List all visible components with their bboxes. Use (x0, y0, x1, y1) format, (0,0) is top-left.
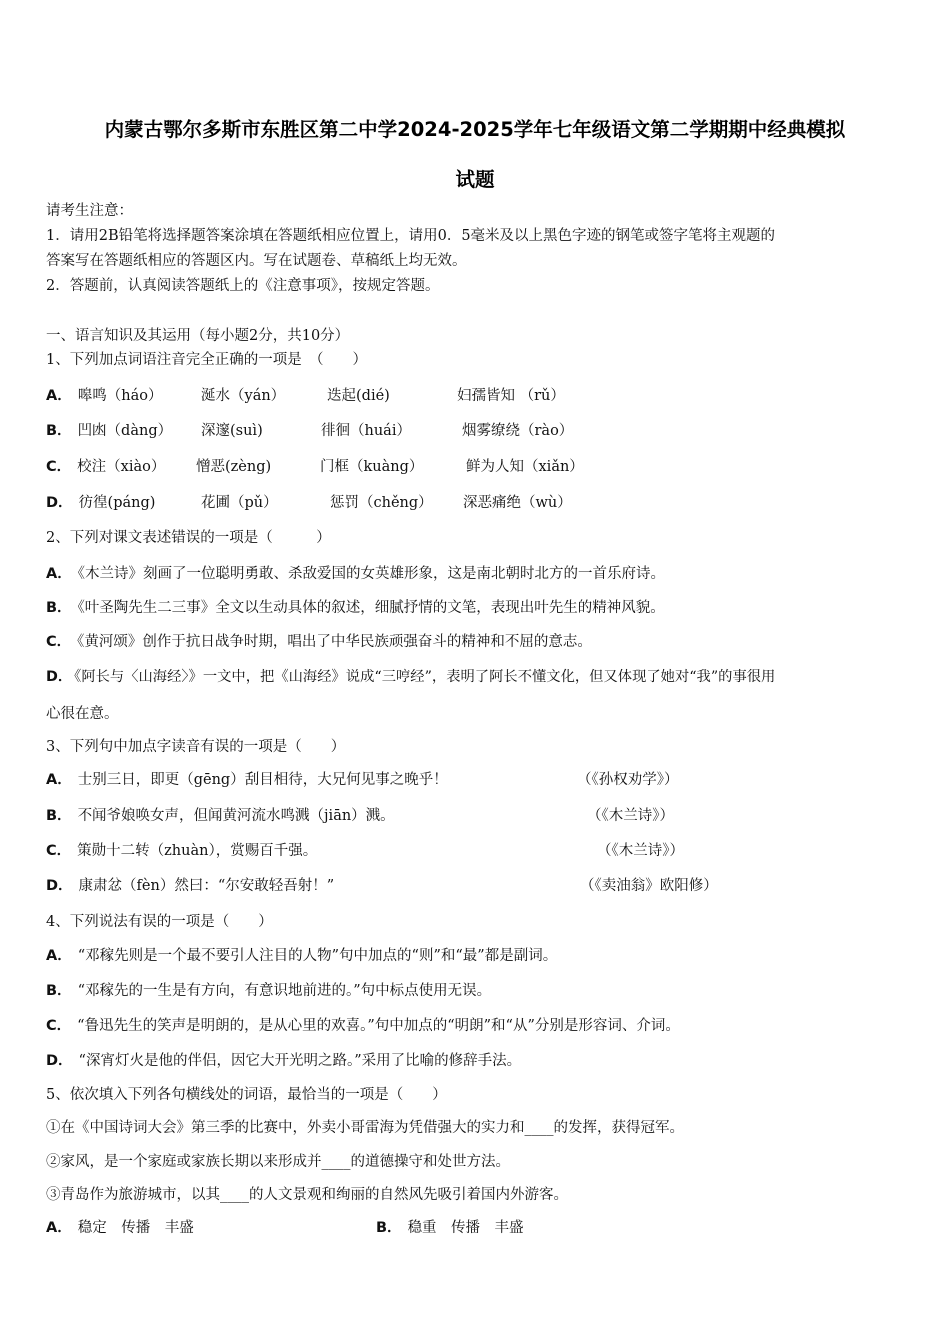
q3-option-c-source: （《木兰诗》） (597, 843, 684, 859)
q2-option-c (46, 632, 592, 652)
q4-option-d (46, 1051, 521, 1071)
q3-option-b (46, 806, 395, 826)
q2-option-b (46, 598, 665, 618)
q3-option-d (46, 876, 334, 896)
q1-d-item3: 惩罚（chěng） (330, 495, 433, 511)
q1-d-item2: 花圃（pǔ） (201, 495, 278, 511)
q3-option-d-text: 康肃忿（fèn）然曰：“尔安敢轻吾射！” (78, 878, 335, 894)
q2-option-b-text: 《叶圣陶先生二三事》全文以生动具体的叙述，细腻抒情的文笔，表现出叶先生的精神风貌。 (77, 600, 665, 616)
q4-option-b-text: “邓稼先的一生是有方向，有意识地前进的。”句中标点使用无误。 (77, 983, 492, 999)
q2-option-a-text: 《木兰诗》刻画了一位聪明勇敢、杀敌爱国的女英雄形象，这是南北朝时北方的一首乐府诗。 (77, 566, 665, 582)
q3-option-b-source: （《木兰诗》） (587, 808, 674, 824)
q1-c-item4: 鲜为人知（xiǎn） (466, 459, 584, 475)
q2-option-b-label: B． (46, 600, 72, 616)
q2-option-c-label: C． (46, 634, 72, 650)
q4-option-d-label: D． (46, 1053, 73, 1069)
q2-option-d-text-line1: 《阿长与〈山海经〉》一文中，把《山海经》说成“三哼经”，表明了阿长不懂文化，但又体现了她对“我”的事很用 (74, 669, 776, 685)
q4-option-a-label: A． (46, 948, 72, 964)
q1-a-item2: 涎水（yán） (201, 388, 286, 404)
q2-option-d-text-line2: 心很在意。 (46, 706, 119, 722)
q3-option-b-label: B． (46, 808, 72, 824)
q3-option-a-source: （《孙权劝学》） (577, 772, 679, 788)
q5-sentence-1: ①在《中国诗词大会》第三季的比赛中，外卖小哥雷海为凭借强大的实力和____的发挥，获得冠军。 (46, 1120, 684, 1136)
q1-b-item4: 烟雾缭绕（rào） (462, 423, 574, 439)
notice-item2: 2．答题前，认真阅读答题纸上的《注意事项》，按规定答题。 (46, 278, 440, 294)
q4-option-a-text: “邓稼先则是一个最不要引人注目的人物”句中加点的“则”和“最”都是副词。 (77, 948, 558, 964)
q4-stem: 4、下列说法有误的一项是（ ） (46, 914, 273, 930)
section1-heading: 一、语言知识及其运用（每小题2分，共10分） (46, 328, 350, 344)
q5-stem: 5、依次填入下列各句横线处的词语，最恰当的一项是（ ） (46, 1087, 447, 1103)
q1-d-item4: 深恶痛绝（wù） (463, 495, 572, 511)
q5-option-b (376, 1218, 524, 1238)
q1-option-c-label: C． (46, 459, 72, 475)
q3-option-a-label: A． (46, 772, 72, 788)
q1-b-item2: 深邃(suì) (201, 423, 263, 439)
q1-b-item1: 凹凼（dàng） (77, 423, 173, 439)
q1-stem: 1、下列加点词语注音完全正确的一项是 （ ） (46, 352, 367, 368)
q5-sentence-2: ②家风，是一个家庭或家族长期以来形成并____的道德操守和处世方法。 (46, 1154, 510, 1170)
q3-option-d-source: （《卖油翁》欧阳修） (580, 878, 718, 894)
q1-option-a-label: A． (46, 388, 72, 404)
q4-option-a (46, 946, 557, 966)
q1-b-item3: 徘徊（huái） (321, 423, 411, 439)
q5-option-b-text: 稳重 传播 丰盛 (407, 1220, 524, 1236)
q1-option-c (46, 457, 165, 477)
q4-option-c-label: C． (46, 1018, 72, 1034)
q1-a-item4: 妇孺皆知 （rǔ） (457, 388, 565, 404)
q3-option-c-text: 策勋十二转（zhuàn），赏赐百千强。 (77, 843, 318, 859)
notice-item1-line1: 1．请用2B铅笔将选择题答案涂填在答题纸相应位置上，请用0．5毫米及以上黑色字迹的钢笔或签字笔将主观题的 (46, 228, 776, 244)
q3-option-b-text: 不闻爷娘唤女声，但闻黄河流水鸣溅（jiān）溅。 (77, 808, 395, 824)
q4-option-d-text: “深宵灯火是他的伴侣，因它大开光明之路。”采用了比喻的修辞手法。 (78, 1053, 522, 1069)
q4-option-b (46, 981, 491, 1001)
q1-a-item1: 嗥鸣（háo） (77, 388, 163, 404)
q4-option-b-label: B． (46, 983, 72, 999)
q1-option-d-label: D． (46, 495, 73, 511)
q4-option-c (46, 1016, 680, 1036)
q1-option-b (46, 421, 172, 441)
notice-heading: 请考生注意： (46, 203, 133, 219)
q2-option-a (46, 564, 665, 584)
q3-option-c (46, 841, 317, 861)
q1-a-item3: 迭起(dié) (327, 388, 390, 404)
q3-option-d-label: D． (46, 878, 73, 894)
q4-option-c-text: “鲁迅先生的笑声是明朗的，是从心里的欢喜。”句中加点的“明朗”和“从”分别是形容词、介词。 (77, 1018, 680, 1034)
q5-option-a-text: 稳定 传播 丰盛 (77, 1220, 194, 1236)
q3-option-c-label: C． (46, 843, 72, 859)
q1-c-item2: 憎恶(zèng) (196, 459, 272, 475)
q1-option-d (46, 493, 155, 513)
page-title-line1: 内蒙古鄂尔多斯市东胜区第二中学2024-2025学年七年级语文第二学期期中经典模拟 (104, 118, 846, 141)
page-title-line2: 试题 (455, 168, 495, 191)
q1-d-item1: 彷徨(páng) (78, 495, 156, 511)
q1-option-a (46, 386, 162, 406)
q3-option-a-text: 士别三日，即更（gēng）刮目相待，大兄何见事之晚乎！ (77, 772, 448, 788)
q1-option-b-label: B． (46, 423, 72, 439)
q5-option-a (46, 1218, 194, 1238)
q5-option-b-label: B． (376, 1220, 402, 1236)
q2-option-d (46, 667, 775, 687)
q2-stem: 2、下列对课文表述错误的一项是（ ） (46, 530, 331, 546)
q1-c-item1: 校注（xiào） (77, 459, 166, 475)
q3-option-a (46, 770, 448, 790)
q3-stem: 3、下列句中加点字读音有误的一项是（ ） (46, 739, 346, 755)
notice-item1-line2: 答案写在答题纸相应的答题区内。写在试题卷、草稿纸上均无效。 (46, 253, 467, 269)
q2-option-c-text: 《黄河颂》创作于抗日战争时期，唱出了中华民族顽强奋斗的精神和不屈的意志。 (77, 634, 592, 650)
q2-option-a-label: A． (46, 566, 72, 582)
q1-c-item3: 门框（kuàng） (320, 459, 424, 475)
q5-sentence-3: ③青岛作为旅游城市，以其____的人文景观和绚丽的自然风先吸引着国内外游客。 (46, 1187, 568, 1203)
q5-option-a-label: A． (46, 1220, 72, 1236)
q2-option-d-label: D． (46, 669, 73, 685)
